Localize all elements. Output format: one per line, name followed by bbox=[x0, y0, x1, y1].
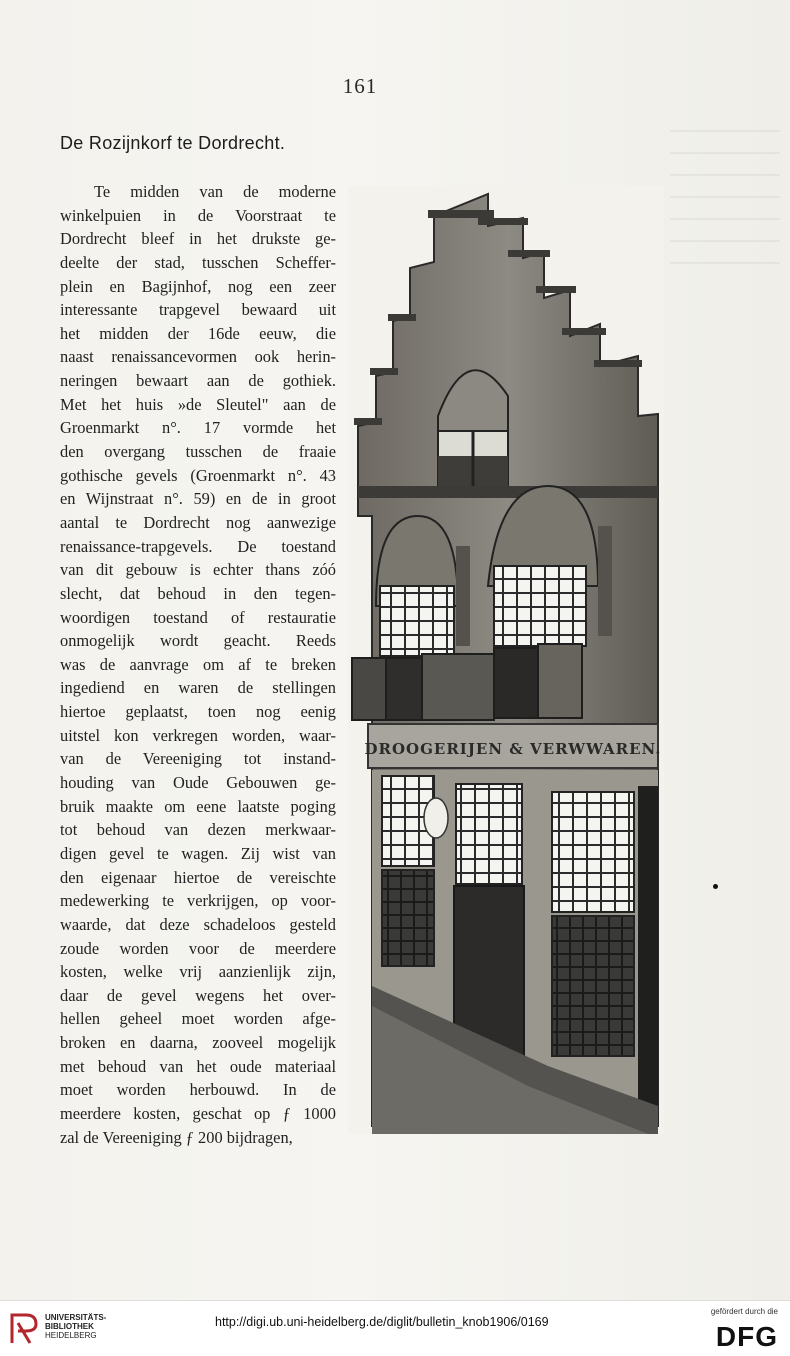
text-line: den eigenaar hiertoe de vereischte bbox=[60, 867, 336, 887]
text-line: den overgang tusschen de fraaie bbox=[60, 442, 336, 462]
permalink[interactable]: http://digi.ub.uni-heidelberg.de/diglit/bulletin_knob1906/0169 bbox=[215, 1315, 549, 1329]
text-line: met behoud van het oude materiaal bbox=[60, 1056, 336, 1076]
text-line: digen gevel te wagen. Zij wist van bbox=[60, 843, 336, 863]
building-photograph bbox=[348, 186, 664, 1134]
text-line: interessante trapgevel bewaard uit bbox=[60, 300, 336, 320]
text-line: ingediend en waren de stellingen bbox=[60, 678, 336, 698]
text-line: slecht, dat behoud in den tegen- bbox=[60, 583, 336, 603]
dfg-logo: DFG bbox=[715, 1321, 778, 1352]
text-line: van de Vereeniging tot instand- bbox=[60, 749, 336, 769]
text-line: naast renaissancevormen ook herin- bbox=[60, 347, 336, 367]
text-line: woordigen toestand of restauratie bbox=[60, 607, 336, 627]
text-line: onmogelijk wordt geacht. Reeds bbox=[60, 631, 336, 651]
text-line: kosten, welke vrij aanzienlijk zijn, bbox=[60, 962, 336, 982]
text-line: zal de Vereeniging ƒ 200 bijdragen, bbox=[60, 1127, 293, 1147]
text-line: winkelpuien in de Voorstraat te bbox=[60, 205, 336, 225]
text-line: houding van Oude Gebouwen ge- bbox=[60, 773, 336, 793]
article-body bbox=[60, 180, 336, 1149]
funding-note: gefördert durch die bbox=[710, 1307, 778, 1316]
text-line: en Wijnstraat n°. 59) en de in groot bbox=[60, 489, 336, 509]
text-line: neringen bewaart aan de gothiek. bbox=[60, 371, 336, 391]
text-line: hellen geheel moet worden afge- bbox=[60, 1009, 336, 1029]
text-line: Groenmarkt n°. 17 vormde het bbox=[60, 418, 336, 438]
text-line: meerdere kosten, geschat op ƒ 1000 bbox=[60, 1103, 336, 1123]
shop-sign: DROOGERIJEN & VERWWAREN. bbox=[364, 740, 662, 758]
text-line: Te midden van de moderne bbox=[94, 182, 336, 201]
text-line: plein en Bagijnhof, nog een zeer bbox=[60, 276, 336, 296]
text-line: broken en daarna, zooveel mogelijk bbox=[60, 1033, 336, 1053]
text-line: Met het huis »de Sleutel" aan de bbox=[60, 394, 336, 414]
text-line: moet worden herbouwd. In de bbox=[60, 1080, 336, 1100]
text-line: Dordrecht bleef in het drukste ge- bbox=[60, 229, 336, 249]
text-line: medewerking te verkrijgen, op voor- bbox=[60, 891, 336, 911]
text-line: bruik maakte om eene laatste poging bbox=[60, 796, 336, 816]
text-line: het midden der 16de eeuw, die bbox=[60, 323, 336, 343]
text-line: deelte der stad, tusschen Scheffer- bbox=[60, 252, 336, 272]
text-line: gothische gevels (Groenmarkt n°. 43 bbox=[60, 465, 336, 485]
text-line: van dit gebouw is echter thans zóó bbox=[60, 560, 336, 580]
text-line: uitstel kon verkregen worden, waar- bbox=[60, 725, 336, 745]
text-line: waarde, dat deze schadeloos gesteld bbox=[60, 914, 336, 934]
speck bbox=[713, 884, 718, 889]
digitization-footer bbox=[0, 1300, 790, 1356]
text-line: daar de gevel wegens het over- bbox=[60, 985, 336, 1005]
text-line: zoude worden voor de meerdere bbox=[60, 938, 336, 958]
text-line: aantal te Dordrecht nog aanwezige bbox=[60, 512, 336, 532]
text-line: was de aanvrage om af te breken bbox=[60, 654, 336, 674]
university-library-logo bbox=[8, 1309, 40, 1347]
bleed-through-text bbox=[670, 130, 780, 280]
text-line: renaissance-trapgevels. De toestand bbox=[60, 536, 336, 556]
article-title: De Rozijnkorf te Dordrecht. bbox=[60, 133, 286, 153]
text-line: tot behoud van dezen merkwaar- bbox=[60, 820, 336, 840]
library-name: UNIVERSITÄTS- BIBLIOTHEK HEIDELBERG bbox=[45, 1313, 107, 1340]
text-line: hiertoe geplaatst, toen nog eenig bbox=[60, 702, 336, 722]
page-number: 161 bbox=[342, 74, 378, 98]
